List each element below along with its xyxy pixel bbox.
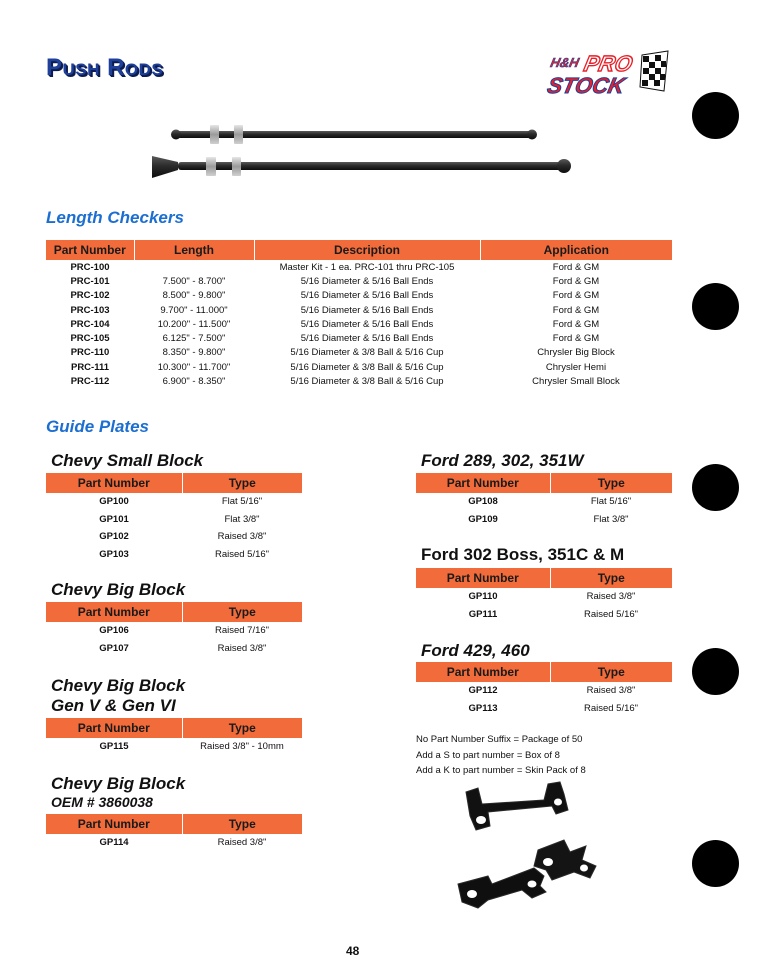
column-header: Type	[182, 473, 302, 493]
application: Ford & GM	[552, 318, 600, 330]
description: 5/16 Diameter & 5/16 Ball Ends	[300, 304, 434, 316]
part-number: GP106	[99, 625, 129, 637]
binder-hole	[692, 283, 739, 330]
part-number: PRC-104	[70, 318, 110, 330]
length: 8.350" - 9.800"	[162, 347, 226, 359]
description: 5/16 Diameter & 3/8 Ball & 5/16 Cup	[290, 376, 444, 388]
application: Chrysler Big Block	[537, 347, 615, 359]
note-line: No Part Number Suffix = Package of 50	[416, 734, 583, 745]
table-row	[416, 493, 672, 511]
description: Master Kit - 1 ea. PRC-101 thru PRC-105	[279, 261, 455, 273]
length: 6.900" - 8.350"	[162, 376, 226, 388]
table-row	[46, 546, 302, 564]
part-number: PRC-102	[70, 290, 110, 302]
part-number: PRC-111	[70, 361, 110, 373]
part-number: GP112	[468, 685, 498, 697]
type: Raised 3/8"	[217, 531, 267, 543]
application: Chrysler Small Block	[532, 376, 620, 388]
binder-hole	[692, 648, 739, 695]
guide-table-chevy-big-block-oem	[46, 814, 302, 852]
table-row	[416, 588, 672, 606]
guide-plates-image	[448, 780, 608, 910]
packaging-notes	[416, 732, 586, 779]
table-row	[46, 317, 672, 331]
group-title-line2: Gen V & Gen VI	[51, 696, 176, 715]
table-row	[46, 834, 302, 852]
column-header: Part Number	[416, 662, 550, 682]
group-title-chevy-small-block: Chevy Small Block	[51, 451, 204, 470]
part-number: PRC-112	[70, 376, 110, 388]
logo-line3: STOCK	[545, 73, 627, 98]
guide-table-ford-429	[416, 662, 672, 717]
description: 5/16 Diameter & 5/16 Ball Ends	[300, 290, 434, 302]
note-line: Add a S to part number = Box of 8	[416, 749, 560, 761]
type: Flat 3/8"	[224, 513, 260, 525]
application: Ford & GM	[552, 261, 600, 273]
part-number: PRC-105	[70, 333, 110, 345]
table-row	[46, 303, 672, 317]
column-header: Part Number	[46, 602, 182, 622]
part-number: GP110	[468, 591, 498, 603]
type: Flat 5/16"	[221, 496, 263, 508]
column-header: Description	[254, 240, 480, 260]
column-header: Type	[550, 662, 672, 682]
section-title-guide-plates: Guide Plates	[46, 417, 149, 436]
column-header: Part Number	[416, 568, 550, 588]
group-title-chevy-big-block-oem	[51, 774, 185, 811]
table-row	[416, 682, 672, 700]
note-line: Add a K to part number = Skin Pack of 8	[416, 765, 586, 776]
guide-table-ford-289	[416, 473, 672, 528]
pro-stock-logo	[536, 47, 672, 99]
page-title: Push Rods	[46, 54, 164, 81]
group-title-ford-302-boss: Ford 302 Boss, 351C & M	[421, 545, 625, 564]
binder-hole	[692, 464, 739, 511]
push-rods-image	[150, 112, 580, 194]
table-row	[46, 622, 302, 640]
logo-line1: H&H	[549, 55, 581, 70]
part-number: GP113	[468, 702, 498, 714]
part-number: GP109	[468, 513, 498, 525]
table-row	[46, 738, 302, 756]
group-title-line1: Chevy Big Block	[51, 774, 186, 793]
binder-hole	[692, 92, 739, 139]
part-number: GP101	[99, 513, 129, 525]
part-number: GP102	[99, 531, 129, 543]
column-header: Part Number	[46, 814, 182, 834]
part-number: GP103	[99, 548, 129, 560]
application: Ford & GM	[552, 333, 600, 345]
logo-line2: PRO	[581, 51, 635, 76]
column-header: Type	[182, 718, 302, 738]
table-row	[46, 331, 672, 345]
group-title-chevy-big-block: Chevy Big Block	[51, 580, 186, 599]
column-header: Part Number	[416, 473, 550, 493]
description: 5/16 Diameter & 5/16 Ball Ends	[300, 333, 434, 345]
description: 5/16 Diameter & 3/8 Ball & 5/16 Cup	[290, 347, 444, 359]
column-header: Type	[182, 602, 302, 622]
table-row	[46, 260, 672, 274]
type: Raised 5/16"	[214, 548, 270, 560]
application: Ford & GM	[552, 304, 600, 316]
length-checkers-table	[46, 240, 672, 389]
table-row	[46, 374, 672, 388]
type: Flat 3/8"	[593, 513, 629, 525]
type: Raised 3/8"	[217, 837, 267, 849]
column-header: Part Number	[46, 240, 134, 260]
type: Raised 5/16"	[583, 702, 639, 714]
length: 10.200" - 11.500"	[157, 318, 231, 330]
table-row	[46, 346, 672, 360]
group-subtitle-oem: OEM # 3860038	[51, 794, 153, 810]
length	[134, 260, 254, 274]
application: Ford & GM	[552, 275, 600, 287]
part-number: GP111	[468, 608, 498, 620]
column-header: Type	[550, 473, 672, 493]
column-header: Application	[480, 240, 672, 260]
section-title-length-checkers: Length Checkers	[46, 208, 184, 227]
column-header: Part Number	[46, 473, 182, 493]
table-row	[46, 640, 302, 658]
length: 10.300" - 11.700"	[157, 361, 231, 373]
column-header: Type	[182, 814, 302, 834]
guide-table-chevy-big-block-gen	[46, 718, 302, 756]
length: 8.500" - 9.800"	[162, 290, 226, 302]
binder-hole	[692, 840, 739, 887]
group-title-line1: Chevy Big Block	[51, 676, 186, 695]
description: 5/16 Diameter & 3/8 Ball & 5/16 Cup	[290, 361, 444, 373]
description: 5/16 Diameter & 5/16 Ball Ends	[300, 275, 434, 287]
table-row	[46, 528, 302, 546]
description: 5/16 Diameter & 5/16 Ball Ends	[300, 318, 434, 330]
page-number: 48	[346, 944, 360, 958]
column-header: Length	[134, 240, 254, 260]
part-number: GP107	[99, 642, 129, 654]
table-row	[46, 493, 302, 511]
part-number: GP100	[99, 496, 129, 508]
part-number: PRC-101	[70, 275, 110, 287]
column-header: Type	[550, 568, 672, 588]
length: 9.700" - 11.000"	[160, 304, 228, 316]
part-number: GP115	[99, 741, 129, 753]
part-number: GP108	[468, 496, 498, 508]
column-header: Part Number	[46, 718, 182, 738]
length: 7.500" - 8.700"	[162, 275, 226, 287]
guide-table-ford-302-boss	[416, 568, 672, 623]
guide-table-chevy-small-block	[46, 473, 302, 563]
table-row	[46, 360, 672, 374]
table-row	[416, 511, 672, 529]
table-row	[46, 511, 302, 529]
type: Raised 3/8"	[586, 685, 636, 697]
table-row	[416, 606, 672, 624]
table-row	[416, 700, 672, 718]
application: Chrysler Hemi	[545, 361, 607, 373]
guide-table-chevy-big-block	[46, 602, 302, 657]
length: 6.125" - 7.500"	[162, 333, 226, 345]
application: Ford & GM	[552, 290, 600, 302]
part-number: PRC-103	[70, 304, 110, 316]
part-number: GP114	[99, 837, 129, 849]
table-row	[46, 289, 672, 303]
group-title-ford-289: Ford 289, 302, 351W	[421, 451, 584, 470]
type: Raised 3/8"	[586, 591, 636, 603]
checkered-flag-icon	[640, 51, 668, 91]
table-row	[46, 274, 672, 288]
group-title-ford-429: Ford 429, 460	[421, 641, 530, 660]
type: Raised 7/16"	[214, 625, 270, 637]
part-number: PRC-100	[70, 261, 110, 273]
group-title-chevy-big-block-gen	[51, 676, 185, 716]
part-number: PRC-110	[70, 347, 110, 359]
type: Raised 3/8" - 10mm	[200, 741, 284, 753]
type: Raised 5/16"	[583, 608, 639, 620]
type: Flat 5/16"	[590, 496, 632, 508]
type: Raised 3/8"	[217, 642, 267, 654]
